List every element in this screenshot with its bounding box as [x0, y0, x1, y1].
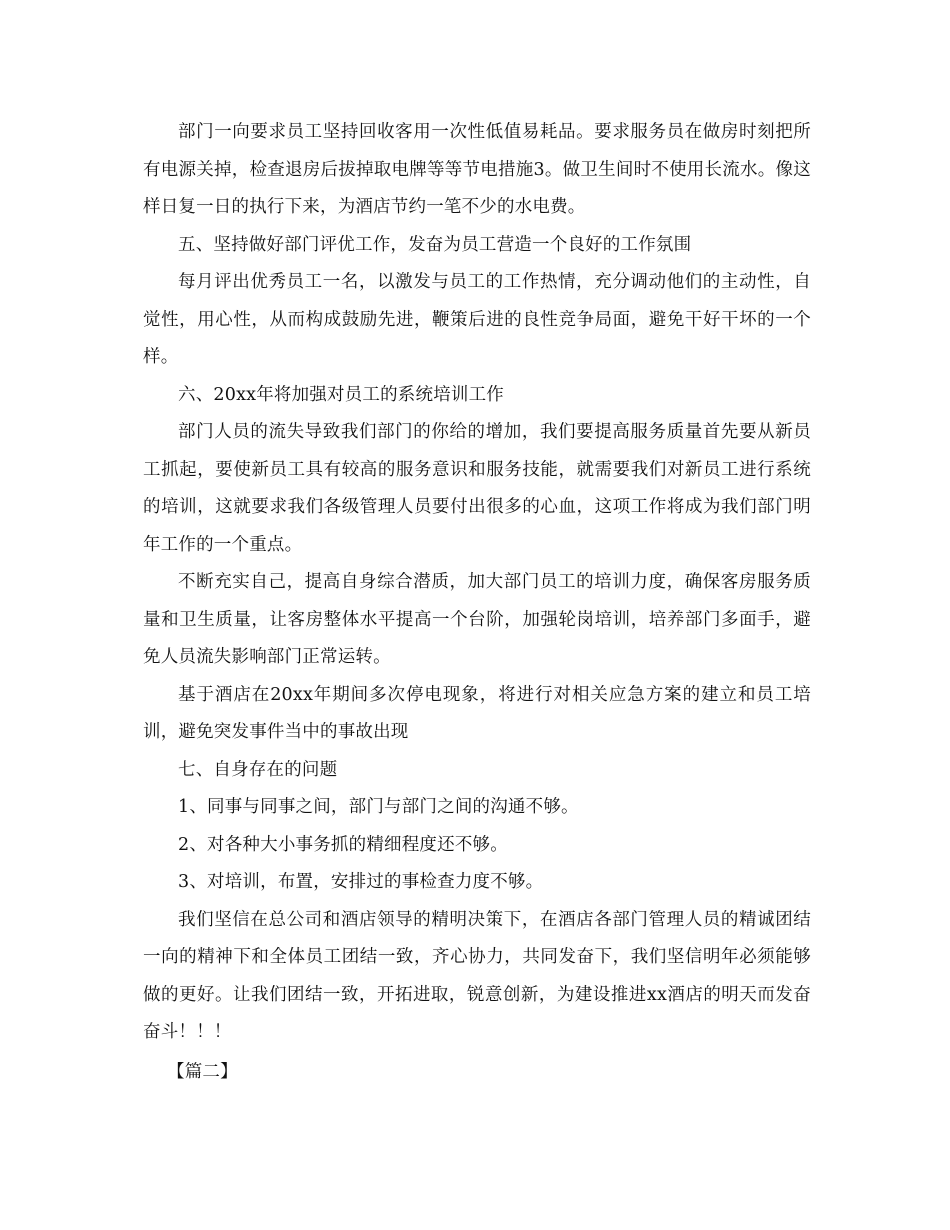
paragraph-conclusion: 我们坚信在总公司和酒店领导的精明决策下，在酒店各部门管理人员的精诚团结一向的精神下和全体员工团结一致，齐心协力，共同发奋下，我们坚信明年必须能够做的更好。让我们团结一致，开拓进取，锐意创新，为建设推进xx酒店的明天而发奋奋斗！！！	[143, 909, 811, 1042]
paragraph-excellent-staff: 每月评出优秀员工一名，以激发与员工的工作热情，充分调动他们的主动性，自觉性，用心性，从而构成鼓励先进，鞭策后进的良性竞争局面，避免干好干坏的一个样。	[143, 272, 811, 367]
paragraph-emergency-plan: 基于酒店在20xx年期间多次停电现象，将进行对相关应急方案的建立和员工培训，避免突发事件当中的事故出现	[143, 684, 811, 742]
heading-section-six: 六、20xx年将加强对员工的系统培训工作	[178, 384, 505, 405]
list-item-inspection: 3、对培训，布置，安排过的事检查力度不够。	[178, 872, 544, 892]
heading-section-five: 五、坚持做好部门评优工作，发奋为员工营造一个良好的工作氛围	[178, 234, 692, 255]
document-body	[143, 114, 811, 1091]
list-item-detail: 2、对各种大小事务抓的精细程度还不够。	[178, 834, 508, 855]
paragraph-self-improvement: 不断充实自己，提高自身综合潜质，加大部门员工的培训力度，确保客房服务质量和卫生质量，让客房整体水平提高一个台阶，加强轮岗培训，培养部门多面手，避免人员流失影响部门正常运转。	[143, 572, 811, 667]
paragraph-water-electricity-saving: 部门一向要求员工坚持回收客用一次性低值易耗品。要求服务员在做房时刻把所有电源关掉，检查退房后拔掉取电牌等等节电措施3。做卫生间时不使用长流水。像这样日复一日的执行下来，为酒店节约一笔不少的水电费。	[143, 122, 811, 217]
heading-section-seven: 七、自身存在的问题	[178, 759, 338, 780]
section-mark-part-two: 【篇二】	[167, 1061, 238, 1082]
list-item-communication: 1、同事与同事之间，部门与部门之间的沟通不够。	[178, 797, 579, 817]
paragraph-training-focus: 部门人员的流失导致我们部门的你给的增加，我们要提高服务质量首先要从新员工抓起，要使新员工具有较高的服务意识和服务技能，就需要我们对新员工进行系统的培训，这就要求我们各级管理人员要付出很多的心血，这项工作将成为我们部门明年工作的一个重点。	[143, 422, 811, 555]
